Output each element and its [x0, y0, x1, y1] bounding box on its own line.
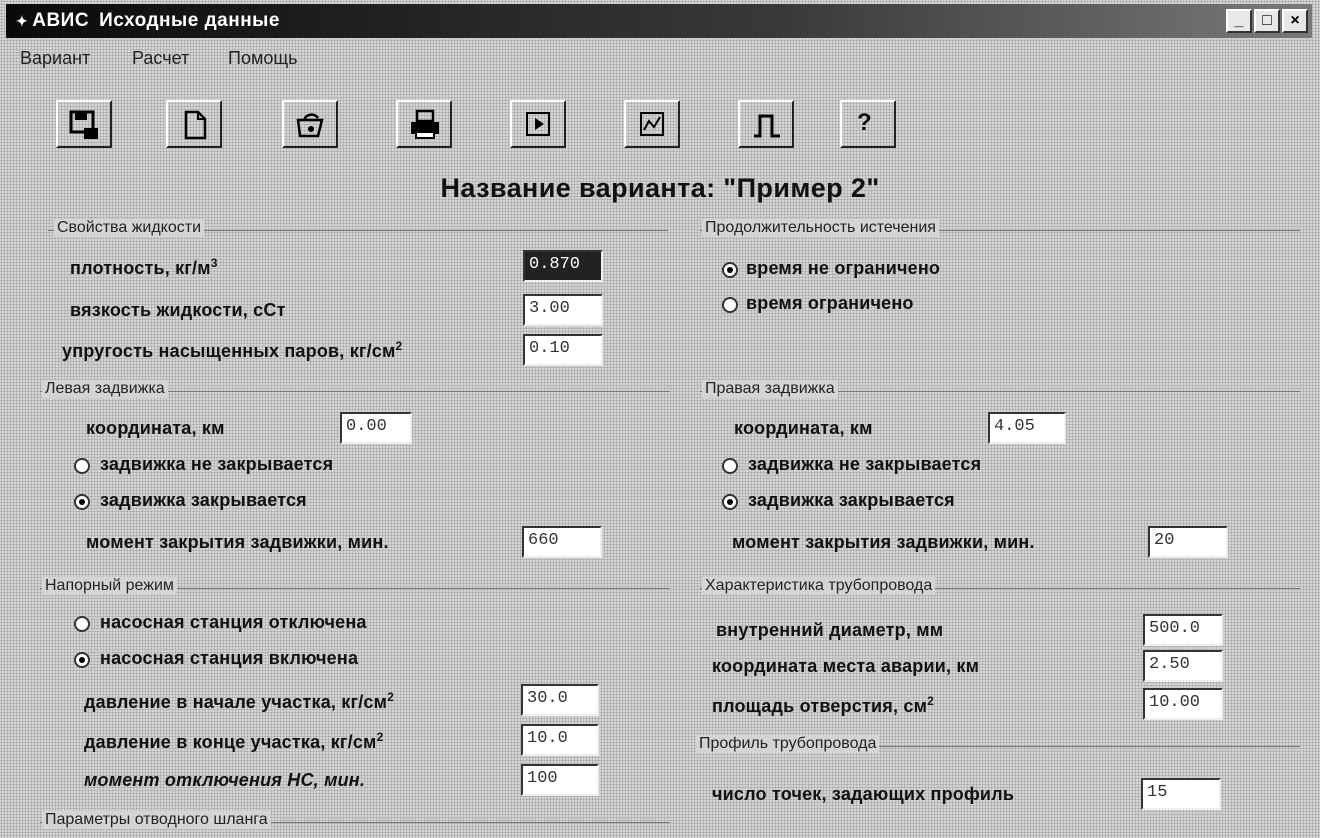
help-icon: ? — [857, 109, 872, 136]
toolbar-help-button[interactable] — [840, 100, 896, 148]
toolbar-chart-button[interactable] — [624, 100, 680, 148]
new-document-icon — [178, 108, 212, 142]
window-caption: Исходные данные — [99, 10, 280, 31]
pump-off-label: насосная станция отключена — [100, 612, 367, 632]
profile-points-field[interactable]: 15 — [1141, 778, 1221, 810]
variant-title: Название варианта: "Пример 2" — [440, 173, 880, 203]
menu-help[interactable]: Помощь — [228, 48, 298, 68]
menu-variant[interactable]: Вариант — [20, 48, 91, 68]
left-valve-moment-label: момент закрытия задвижки, мин. — [86, 532, 389, 552]
right-valve-moment-field[interactable]: 20 — [1148, 526, 1228, 558]
group-pipeline-label: Характеристика трубопровода — [702, 577, 935, 595]
title-bar — [6, 4, 1312, 38]
end-pressure-label: давление в конце участка, $кг/см^2$ — [84, 730, 384, 752]
vapor-pressure-field[interactable]: 0.10 — [523, 334, 603, 366]
pump-on-label: насосная станция включена — [100, 648, 359, 668]
group-right-valve-label: Правая задвижка — [702, 380, 838, 398]
accident-coord-label: координата места аварии, км — [712, 656, 980, 676]
right-valve-close-label: задвижка закрывается — [748, 490, 955, 510]
window-title — [16, 10, 280, 32]
hole-area-field[interactable]: 10.00 — [1143, 688, 1223, 720]
group-profile-label: Профиль трубопровода — [696, 735, 879, 753]
group-left-valve-label: Левая задвижка — [42, 380, 168, 398]
profile-icon — [750, 108, 784, 142]
diameter-label: внутренний диаметр, мм — [716, 620, 944, 640]
right-valve-no-close-label: задвижка не закрывается — [748, 454, 982, 474]
start-pressure-field[interactable]: 30.0 — [521, 684, 599, 716]
left-valve-no-close-radio[interactable] — [74, 458, 90, 474]
end-pressure-field[interactable]: 10.0 — [521, 724, 599, 756]
toolbar-new-button[interactable] — [166, 100, 222, 148]
duration-unlimited-radio[interactable] — [722, 262, 738, 278]
viscosity-field[interactable]: 3.00 — [523, 294, 603, 326]
save-icon — [68, 108, 102, 142]
right-valve-coord-field[interactable]: 4.05 — [988, 412, 1066, 444]
right-valve-close-radio[interactable] — [722, 494, 738, 510]
duration-limited-radio[interactable] — [722, 297, 738, 313]
toolbar-print-button[interactable] — [396, 100, 452, 148]
duration-unlimited-label: время не ограничено — [746, 258, 941, 278]
pump-on-radio[interactable] — [74, 652, 90, 668]
hole-area-label: площадь отверстия, $см^2$ — [712, 694, 934, 716]
menu-calculation[interactable]: Расчет — [132, 48, 190, 68]
app-icon: ✦ — [16, 13, 29, 29]
density-field[interactable]: 0.870 — [523, 250, 603, 282]
right-valve-coord-label: координата, км — [734, 418, 873, 438]
print-icon — [408, 108, 442, 142]
left-valve-no-close-label: задвижка не закрывается — [100, 454, 334, 474]
group-pressure-label: Напорный режим — [42, 577, 177, 595]
right-valve-moment-label: момент закрытия задвижки, мин. — [732, 532, 1035, 552]
toolbar-save-button[interactable] — [56, 100, 112, 148]
minimize-button[interactable]: _ — [1226, 9, 1252, 33]
left-valve-moment-field[interactable]: 660 — [522, 526, 602, 558]
vapor-pressure-label: упругость насыщенных паров, $кг/см^2$ — [62, 339, 403, 361]
accident-coord-field[interactable]: 2.50 — [1143, 650, 1223, 682]
viscosity-label: вязкость жидкости, сСт — [70, 300, 286, 320]
app-name: АВИС — [32, 10, 90, 31]
profile-points-label: число точек, задающих профиль — [712, 784, 1015, 804]
left-valve-close-radio[interactable] — [74, 494, 90, 510]
group-liquid-label: Свойства жидкости — [54, 219, 204, 237]
toolbar-profile-button[interactable] — [738, 100, 794, 148]
toolbar-open-button[interactable] — [282, 100, 338, 148]
group-hose-label: Параметры отводного шланга — [42, 811, 271, 829]
left-valve-coord-label: координата, км — [86, 418, 225, 438]
pump-stop-moment-label: момент отключения НС, мин. — [84, 770, 366, 790]
maximize-button[interactable]: □ — [1254, 9, 1280, 33]
start-pressure-label: давление в начале участка, $кг/см^2$ — [84, 690, 395, 712]
left-valve-coord-field[interactable]: 0.00 — [340, 412, 412, 444]
run-icon — [522, 108, 556, 142]
duration-limited-label: время ограничено — [746, 293, 914, 313]
pump-stop-moment-field[interactable]: 100 — [521, 764, 599, 796]
pump-off-radio[interactable] — [74, 616, 90, 632]
open-icon — [294, 108, 328, 142]
toolbar-run-button[interactable] — [510, 100, 566, 148]
chart-icon — [636, 108, 670, 142]
left-valve-close-label: задвижка закрывается — [100, 490, 307, 510]
density-label: плотность, $кг/м^3$ — [70, 256, 218, 278]
group-duration-label: Продолжительность истечения — [702, 219, 939, 237]
close-button[interactable]: × — [1282, 9, 1308, 33]
right-valve-no-close-radio[interactable] — [722, 458, 738, 474]
diameter-field[interactable]: 500.0 — [1143, 614, 1223, 646]
